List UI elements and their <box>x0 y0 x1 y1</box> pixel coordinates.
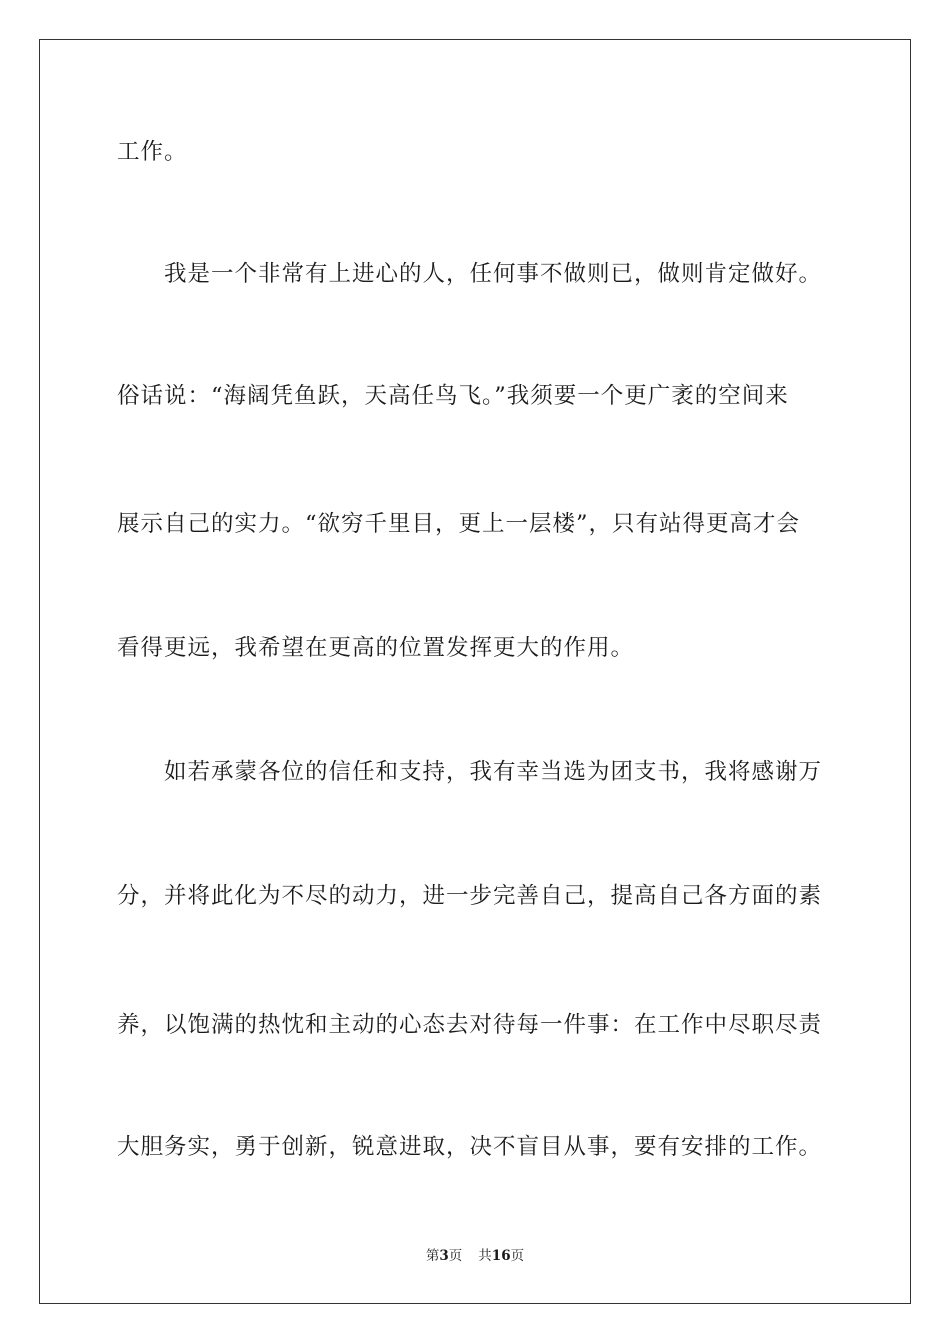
page-number: 3 <box>439 1248 449 1264</box>
page-footer <box>0 1247 950 1265</box>
page-suffix: 页 <box>448 1248 463 1264</box>
text-line: 俗话说：“海阔凭鱼跃，天高任鸟飞。”我须要一个更广袤的空间来 <box>117 383 789 409</box>
text-line: 分，并将此化为不尽的动力，进一步完善自己，提高自己各方面的素 <box>117 883 823 909</box>
total-prefix: 共 <box>478 1248 492 1264</box>
page-prefix: 第 <box>425 1248 440 1264</box>
page-border <box>39 39 911 1304</box>
text-line: 养，以饱满的热忱和主动的心态去对待每一件事：在工作中尽职尽责 <box>117 1012 823 1038</box>
total-pages: 16 <box>491 1248 511 1264</box>
paragraph-first-line: 如若承蒙各位的信任和支持，我有幸当选为团支书，我将感谢万 <box>164 759 823 785</box>
text-line: 展示自己的实力。“欲穷千里目，更上一层楼”，只有站得更高才会 <box>117 511 801 537</box>
paragraph-first-line: 我是一个非常有上进心的人，任何事不做则已，做则肯定做好。 <box>164 261 823 287</box>
text-line: 大胆务实，勇于创新，锐意进取，决不盲目从事，要有安排的工作。 <box>117 1134 823 1160</box>
total-suffix: 页 <box>510 1248 525 1264</box>
text-line: 工作。 <box>117 139 188 165</box>
text-line: 看得更远，我希望在更高的位置发挥更大的作用。 <box>117 635 635 661</box>
